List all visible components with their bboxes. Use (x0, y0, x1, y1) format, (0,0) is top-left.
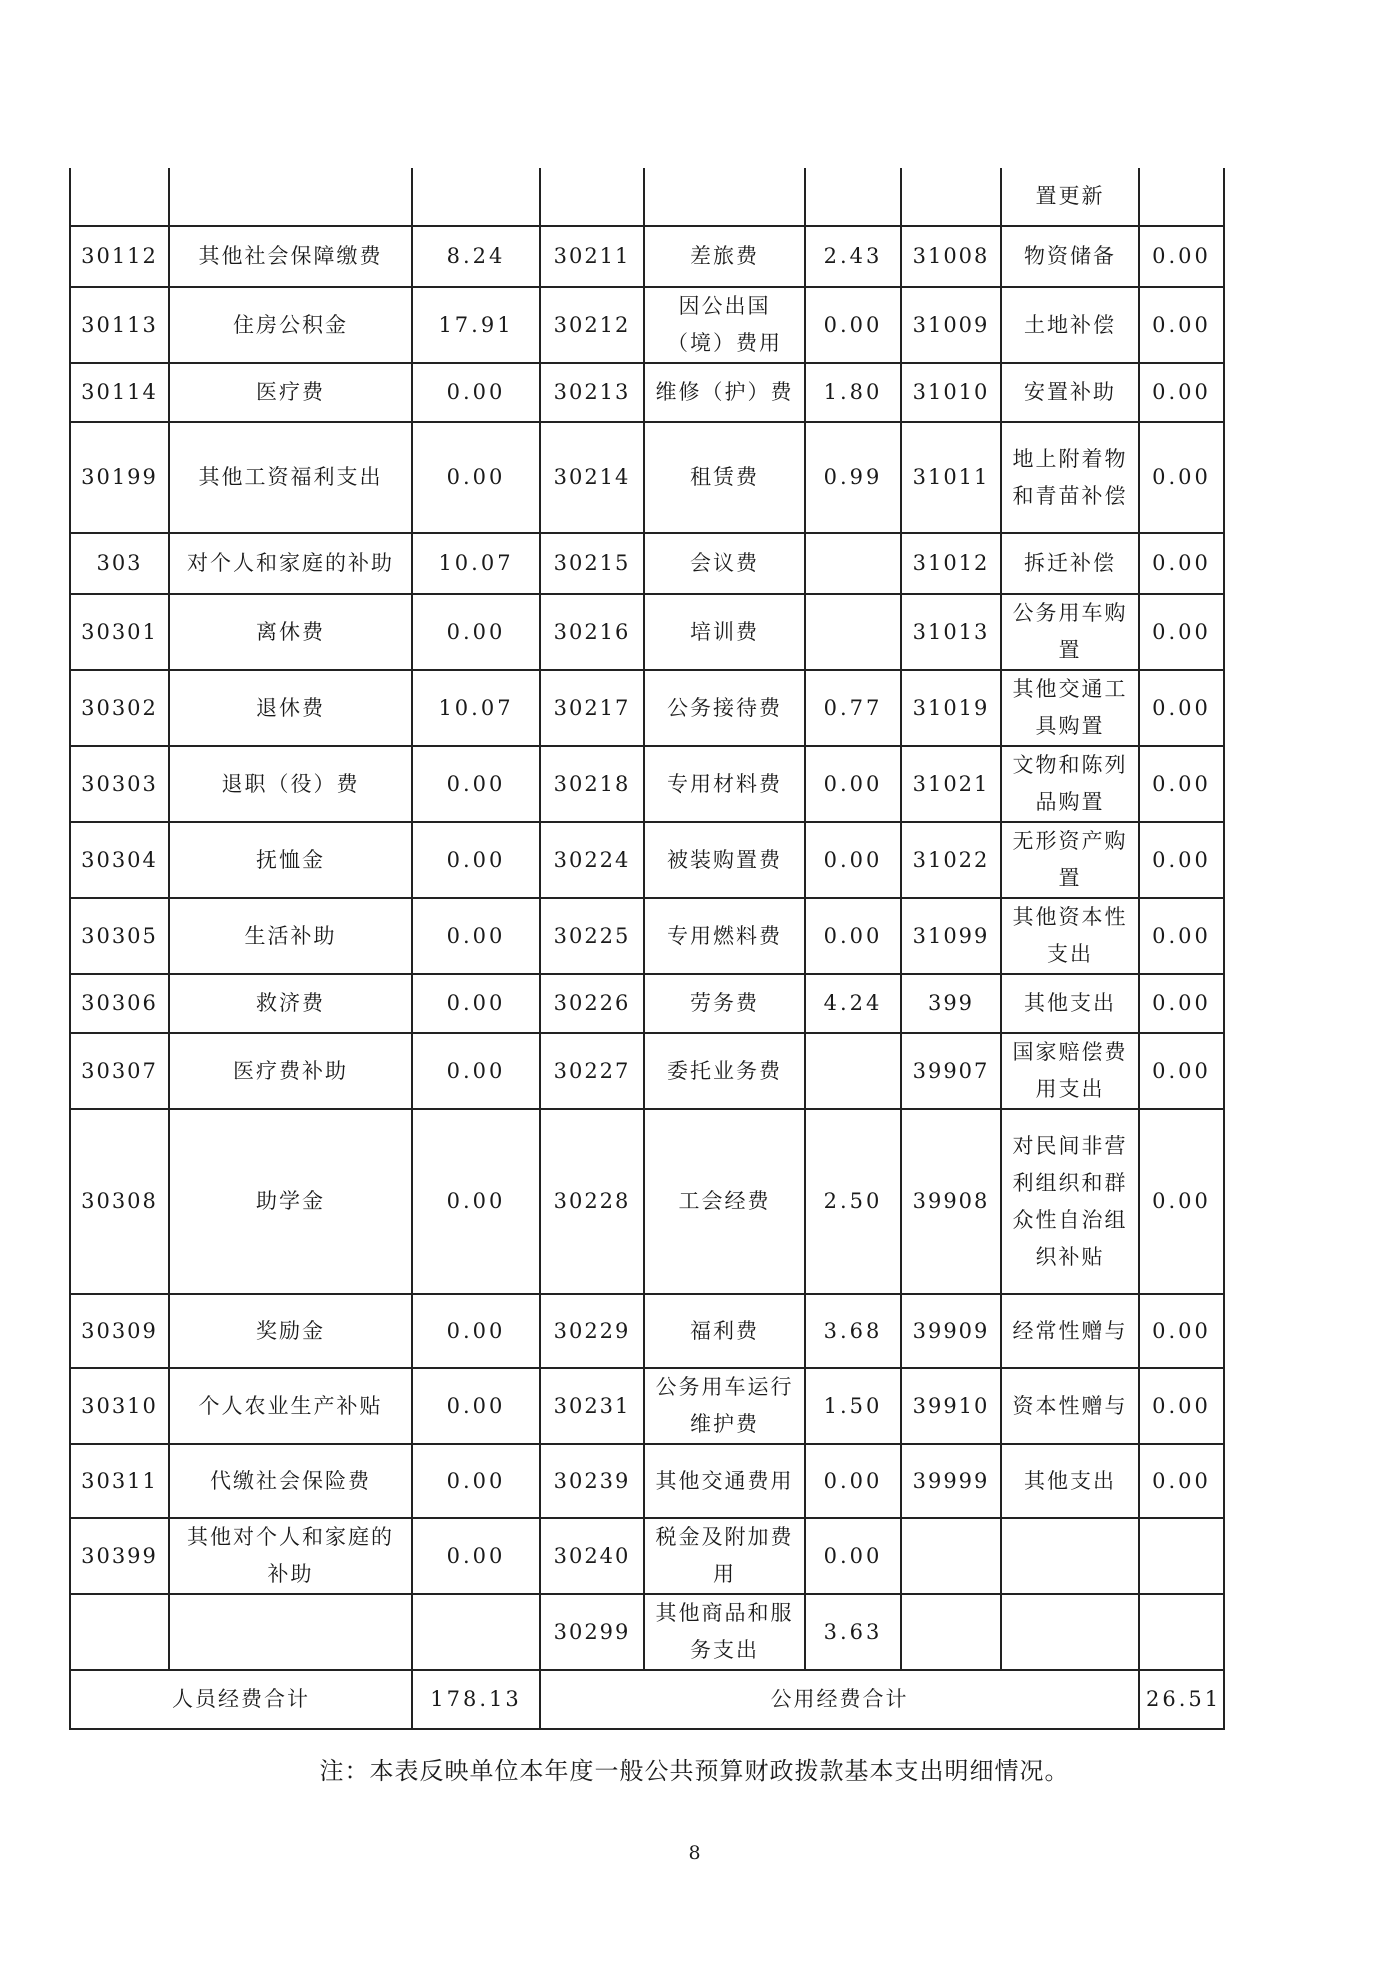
personnel-total-value: 178.13 (412, 1670, 540, 1729)
amount-cell (412, 168, 540, 226)
item-name-cell: 对个人和家庭的补助 (169, 533, 412, 594)
amount-cell (805, 1033, 901, 1109)
item-name-cell: 其他社会保障缴费 (169, 226, 412, 287)
item-name-cell: 经常性赠与 (1001, 1294, 1139, 1368)
code-cell (901, 168, 1001, 226)
amount-cell: 0.00 (412, 1518, 540, 1594)
item-name-cell (1001, 1594, 1139, 1670)
table-row (70, 822, 1224, 898)
item-name-cell: 其他交通工具购置 (1001, 670, 1139, 746)
amount-cell: 0.00 (1139, 974, 1224, 1033)
code-cell: 30224 (540, 822, 644, 898)
code-cell: 30305 (70, 898, 169, 974)
item-name-cell: 退休费 (169, 670, 412, 746)
amount-cell: 0.77 (805, 670, 901, 746)
amount-cell (805, 594, 901, 670)
item-name-cell: 退职（役）费 (169, 746, 412, 822)
item-name-cell: 差旅费 (644, 226, 805, 287)
code-cell (901, 1518, 1001, 1594)
item-name-cell: 公务用车购置 (1001, 594, 1139, 670)
table-row (70, 670, 1224, 746)
amount-cell: 10.07 (412, 533, 540, 594)
code-cell: 30217 (540, 670, 644, 746)
item-name-cell: 医疗费补助 (169, 1033, 412, 1109)
amount-cell: 4.24 (805, 974, 901, 1033)
code-cell: 31013 (901, 594, 1001, 670)
code-cell: 30218 (540, 746, 644, 822)
code-cell (70, 168, 169, 226)
code-cell: 303 (70, 533, 169, 594)
item-name-cell: 其他商品和服务支出 (644, 1594, 805, 1670)
amount-cell: 0.00 (412, 974, 540, 1033)
amount-cell: 0.00 (412, 363, 540, 422)
table-row (70, 1444, 1224, 1518)
amount-cell: 0.00 (805, 746, 901, 822)
table-row (70, 226, 1224, 287)
table-note: 注：本表反映单位本年度一般公共预算财政拨款基本支出明细情况。 (319, 1757, 1070, 1785)
amount-cell: 0.00 (1139, 287, 1224, 363)
code-cell (540, 168, 644, 226)
amount-cell: 0.00 (412, 1033, 540, 1109)
amount-cell: 0.00 (412, 1444, 540, 1518)
item-name-cell: 其他支出 (1001, 974, 1139, 1033)
amount-cell: 1.50 (805, 1368, 901, 1444)
code-cell: 399 (901, 974, 1001, 1033)
amount-cell: 0.00 (1139, 1033, 1224, 1109)
item-name-cell: 其他对个人和家庭的补助 (169, 1518, 412, 1594)
code-cell: 30301 (70, 594, 169, 670)
amount-cell (1139, 1518, 1224, 1594)
amount-cell: 0.00 (1139, 822, 1224, 898)
table-row (70, 1518, 1224, 1594)
code-cell: 30228 (540, 1109, 644, 1294)
amount-cell: 0.00 (1139, 670, 1224, 746)
amount-cell (805, 533, 901, 594)
table-row (70, 1594, 1224, 1670)
amount-cell: 0.00 (1139, 746, 1224, 822)
table-row (70, 898, 1224, 974)
table-row (70, 594, 1224, 670)
item-name-cell: 拆迁补偿 (1001, 533, 1139, 594)
code-cell: 31019 (901, 670, 1001, 746)
code-cell: 39907 (901, 1033, 1001, 1109)
code-cell: 31021 (901, 746, 1001, 822)
code-cell: 30216 (540, 594, 644, 670)
code-cell: 31010 (901, 363, 1001, 422)
item-name-cell: 税金及附加费用 (644, 1518, 805, 1594)
item-name-cell: 专用燃料费 (644, 898, 805, 974)
amount-cell: 10.07 (412, 670, 540, 746)
amount-cell: 0.00 (1139, 226, 1224, 287)
item-name-cell (169, 168, 412, 226)
table-row (70, 422, 1224, 533)
amount-cell: 0.00 (412, 1294, 540, 1368)
code-cell: 39999 (901, 1444, 1001, 1518)
table-row (70, 1294, 1224, 1368)
code-cell: 31022 (901, 822, 1001, 898)
item-name-cell: 生活补助 (169, 898, 412, 974)
item-name-cell: 文物和陈列品购置 (1001, 746, 1139, 822)
amount-cell: 8.24 (412, 226, 540, 287)
item-name-cell (1001, 1518, 1139, 1594)
amount-cell: 0.00 (805, 1518, 901, 1594)
budget-table (69, 168, 1225, 1730)
item-name-cell: 医疗费 (169, 363, 412, 422)
code-cell: 30214 (540, 422, 644, 533)
page-number: 8 (688, 1842, 701, 1864)
item-name-cell: 置更新 (1001, 168, 1139, 226)
code-cell: 30306 (70, 974, 169, 1033)
amount-cell: 0.00 (1139, 533, 1224, 594)
code-cell: 30212 (540, 287, 644, 363)
code-cell: 30303 (70, 746, 169, 822)
code-cell: 30112 (70, 226, 169, 287)
item-name-cell: 国家赔偿费用支出 (1001, 1033, 1139, 1109)
code-cell: 30302 (70, 670, 169, 746)
item-name-cell: 土地补偿 (1001, 287, 1139, 363)
code-cell: 31012 (901, 533, 1001, 594)
item-name-cell: 培训费 (644, 594, 805, 670)
amount-cell: 0.00 (1139, 422, 1224, 533)
code-cell: 30199 (70, 422, 169, 533)
personnel-total-label: 人员经费合计 (70, 1670, 412, 1729)
item-name-cell (169, 1594, 412, 1670)
amount-cell: 0.00 (1139, 1444, 1224, 1518)
table-row (70, 363, 1224, 422)
item-name-cell: 公务接待费 (644, 670, 805, 746)
code-cell: 31009 (901, 287, 1001, 363)
item-name-cell: 劳务费 (644, 974, 805, 1033)
code-cell: 30239 (540, 1444, 644, 1518)
item-name-cell: 被装购置费 (644, 822, 805, 898)
item-name-cell: 因公出国（境）费用 (644, 287, 805, 363)
item-name-cell: 对民间非营利组织和群众性自治组织补贴 (1001, 1109, 1139, 1294)
item-name-cell: 维修（护）费 (644, 363, 805, 422)
code-cell: 30399 (70, 1518, 169, 1594)
code-cell (901, 1594, 1001, 1670)
code-cell: 30304 (70, 822, 169, 898)
amount-cell: 0.00 (412, 746, 540, 822)
code-cell: 30231 (540, 1368, 644, 1444)
item-name-cell: 抚恤金 (169, 822, 412, 898)
amount-cell (412, 1594, 540, 1670)
code-cell: 30213 (540, 363, 644, 422)
amount-cell: 17.91 (412, 287, 540, 363)
code-cell: 39910 (901, 1368, 1001, 1444)
amount-cell: 0.99 (805, 422, 901, 533)
table-row (70, 1033, 1224, 1109)
amount-cell: 2.43 (805, 226, 901, 287)
table-row (70, 746, 1224, 822)
public-total-label: 公用经费合计 (540, 1670, 1139, 1729)
code-cell: 30211 (540, 226, 644, 287)
table-row (70, 1368, 1224, 1444)
code-cell: 30240 (540, 1518, 644, 1594)
item-name-cell: 离休费 (169, 594, 412, 670)
amount-cell: 0.00 (412, 898, 540, 974)
code-cell: 30307 (70, 1033, 169, 1109)
item-name-cell: 物资储备 (1001, 226, 1139, 287)
amount-cell: 0.00 (412, 594, 540, 670)
amount-cell: 0.00 (1139, 898, 1224, 974)
item-name-cell: 个人农业生产补贴 (169, 1368, 412, 1444)
amount-cell (1139, 168, 1224, 226)
code-cell: 30310 (70, 1368, 169, 1444)
amount-cell: 0.00 (412, 822, 540, 898)
item-name-cell: 奖励金 (169, 1294, 412, 1368)
code-cell: 30299 (540, 1594, 644, 1670)
table-row (70, 287, 1224, 363)
totals-row (70, 1670, 1224, 1729)
item-name-cell: 安置补助 (1001, 363, 1139, 422)
public-total-value: 26.51 (1139, 1670, 1224, 1729)
table-row (70, 168, 1224, 226)
item-name-cell: 其他工资福利支出 (169, 422, 412, 533)
item-name-cell: 租赁费 (644, 422, 805, 533)
item-name-cell: 住房公积金 (169, 287, 412, 363)
code-cell: 30311 (70, 1444, 169, 1518)
amount-cell: 0.00 (1139, 1109, 1224, 1294)
amount-cell: 0.00 (805, 1444, 901, 1518)
amount-cell: 1.80 (805, 363, 901, 422)
code-cell: 31008 (901, 226, 1001, 287)
item-name-cell: 公务用车运行维护费 (644, 1368, 805, 1444)
code-cell (70, 1594, 169, 1670)
code-cell: 30227 (540, 1033, 644, 1109)
amount-cell: 0.00 (1139, 1368, 1224, 1444)
item-name-cell: 代缴社会保险费 (169, 1444, 412, 1518)
code-cell: 30309 (70, 1294, 169, 1368)
item-name-cell (644, 168, 805, 226)
item-name-cell: 福利费 (644, 1294, 805, 1368)
item-name-cell: 地上附着物和青苗补偿 (1001, 422, 1139, 533)
table-row (70, 1109, 1224, 1294)
item-name-cell: 救济费 (169, 974, 412, 1033)
amount-cell (805, 168, 901, 226)
item-name-cell: 专用材料费 (644, 746, 805, 822)
code-cell: 30114 (70, 363, 169, 422)
amount-cell: 2.50 (805, 1109, 901, 1294)
code-cell: 31099 (901, 898, 1001, 974)
table-row (70, 974, 1224, 1033)
item-name-cell: 资本性赠与 (1001, 1368, 1139, 1444)
item-name-cell: 其他资本性支出 (1001, 898, 1139, 974)
item-name-cell: 其他交通费用 (644, 1444, 805, 1518)
code-cell: 30225 (540, 898, 644, 974)
code-cell: 30226 (540, 974, 644, 1033)
amount-cell: 0.00 (1139, 1294, 1224, 1368)
amount-cell: 0.00 (412, 1368, 540, 1444)
code-cell: 30215 (540, 533, 644, 594)
code-cell: 31011 (901, 422, 1001, 533)
item-name-cell: 无形资产购置 (1001, 822, 1139, 898)
amount-cell: 0.00 (1139, 363, 1224, 422)
amount-cell: 0.00 (805, 287, 901, 363)
amount-cell: 0.00 (412, 422, 540, 533)
amount-cell: 0.00 (805, 898, 901, 974)
amount-cell: 0.00 (805, 822, 901, 898)
item-name-cell: 其他支出 (1001, 1444, 1139, 1518)
code-cell: 30308 (70, 1109, 169, 1294)
table-row (70, 533, 1224, 594)
amount-cell: 3.63 (805, 1594, 901, 1670)
code-cell: 39909 (901, 1294, 1001, 1368)
amount-cell: 3.68 (805, 1294, 901, 1368)
item-name-cell: 助学金 (169, 1109, 412, 1294)
amount-cell: 0.00 (1139, 594, 1224, 670)
code-cell: 30113 (70, 287, 169, 363)
item-name-cell: 会议费 (644, 533, 805, 594)
item-name-cell: 工会经费 (644, 1109, 805, 1294)
item-name-cell: 委托业务费 (644, 1033, 805, 1109)
code-cell: 39908 (901, 1109, 1001, 1294)
code-cell: 30229 (540, 1294, 644, 1368)
amount-cell: 0.00 (412, 1109, 540, 1294)
amount-cell (1139, 1594, 1224, 1670)
